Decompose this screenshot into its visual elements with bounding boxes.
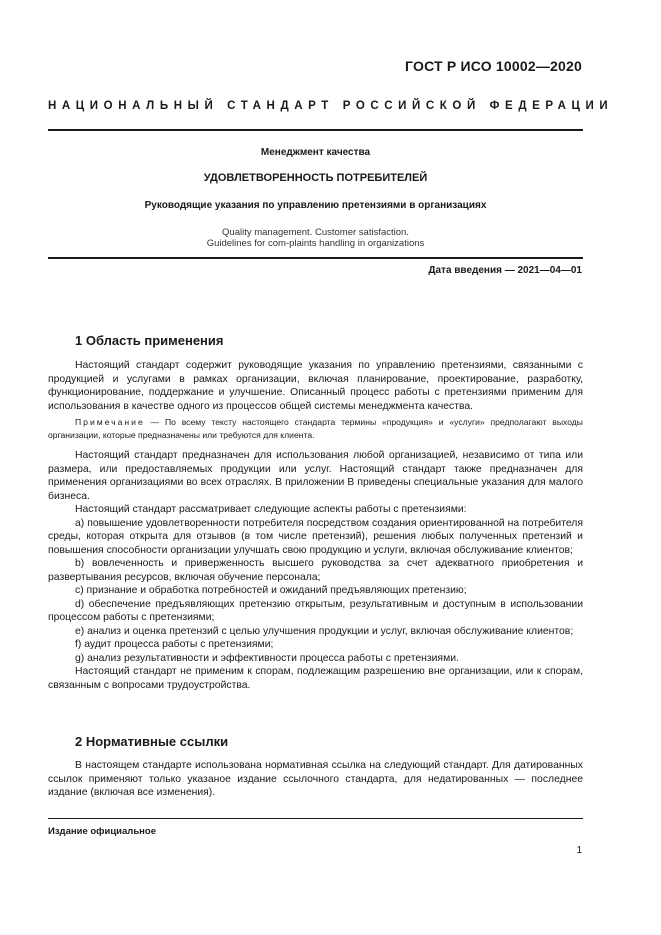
- list-item: c) признание и обработка потребностей и ожиданий предъявляющих претензию;: [75, 585, 467, 596]
- list-item: g) анализ результативности и эффективности процесса работы с претензиями.: [75, 652, 459, 664]
- standard-title: УДОВЛЕТВОРЕННОСТЬ ПОТРЕБИТЕЛЕЙ: [203, 172, 428, 184]
- note: [48, 416, 583, 442]
- section-1-heading: 1 Область применения: [75, 333, 224, 348]
- english-title-line-2: Guidelines for com-plaints handling in organizations: [206, 238, 425, 249]
- list-item: e) анализ и оценка претензий с целью улучшения продукции и услуг, включая обслуживание клиентов;: [75, 625, 574, 637]
- list-item: d) обеспечение предъявляющих претензию открытым, результативным и доступным в использовании процессом работы с претензиями;: [48, 598, 583, 623]
- page-number: 1: [576, 845, 582, 856]
- standard-subject: Менеджмент качества: [260, 147, 371, 158]
- paragraph: Настоящий стандарт содержит руководящие указания по управлению претензиями, связанными с продукцией и услугами в рамках организации, включая планирование, проектирование, разработку, функционирование, поддержание и улучшение. Описанный процесс работы с претензиями применим для использования в качестве одного из процессов общей системы менеджмента качества.: [48, 360, 583, 412]
- list-item: f) аудит процесса работы с претензиями;: [75, 639, 274, 650]
- list-item: a) повышение удовлетворенности потребителя посредством создания ориентированной на потребителя среды, которая открыта для отзывов (в том числе претензий), решения любых полученных претензий и повышения способности организации улучшать свою продукцию и услуги, включая обслуживание клиентов;: [48, 517, 583, 556]
- standard-number: ГОСТ Р ИСО 10002—2020: [405, 58, 582, 74]
- section-1-body: [48, 449, 583, 692]
- paragraph: Настоящий стандарт не применим к спорам, подлежащим разрешению вне организации, или к спорам, связанным с вопросами трудоустройства.: [48, 666, 583, 691]
- section-2-body: [48, 759, 583, 800]
- paragraph: В настоящем стандарте использована нормативная ссылка на следующий стандарт. Для датированных ссылок применяют только указаное издание ссылочного стандарта, для недатированных — последнее издание (включая все изменения).: [48, 760, 583, 798]
- national-standard-heading: НАЦИОНАЛЬНЫЙ СТАНДАРТ РОССИЙСКОЙ ФЕДЕРАЦИИ: [48, 100, 614, 112]
- title-block-rule: [48, 257, 583, 259]
- footer-rule: [48, 818, 583, 819]
- note-label: Примечание: [75, 417, 145, 427]
- introduction-date: Дата введения — 2021—04—01: [428, 265, 582, 276]
- section-1-intro: [48, 359, 583, 413]
- english-title-line-1: Quality management. Customer satisfaction.: [222, 227, 409, 238]
- section-2-heading: 2 Нормативные ссылки: [75, 734, 229, 749]
- paragraph: Настоящий стандарт предназначен для использования любой организацией, независимо от типа или размера, или предоставляемых продукции или услуг. Настоящий стандарт также предназначен для применения организациями во всех отраслях. В приложении В приведены специальные указания для малого бизнеса.: [48, 450, 583, 502]
- edition-label: Издание официальное: [48, 826, 156, 837]
- note-text: — По всему тексту настоящего стандарта термины «продукция» и «услуги» предполагают выходы организации, которые предназначены или требуются для клиента.: [48, 417, 583, 440]
- standard-subtitle: Руководящие указания по управлению претензиями в организациях: [144, 200, 487, 211]
- list-item: b) вовлеченность и приверженность высшего руководства за счет адекватного приобретения и развертывания ресурсов, включая обучение персонала;: [48, 558, 583, 583]
- header-rule: [48, 129, 583, 131]
- paragraph: Настоящий стандарт рассматривает следующие аспекты работы с претензиями:: [75, 504, 467, 515]
